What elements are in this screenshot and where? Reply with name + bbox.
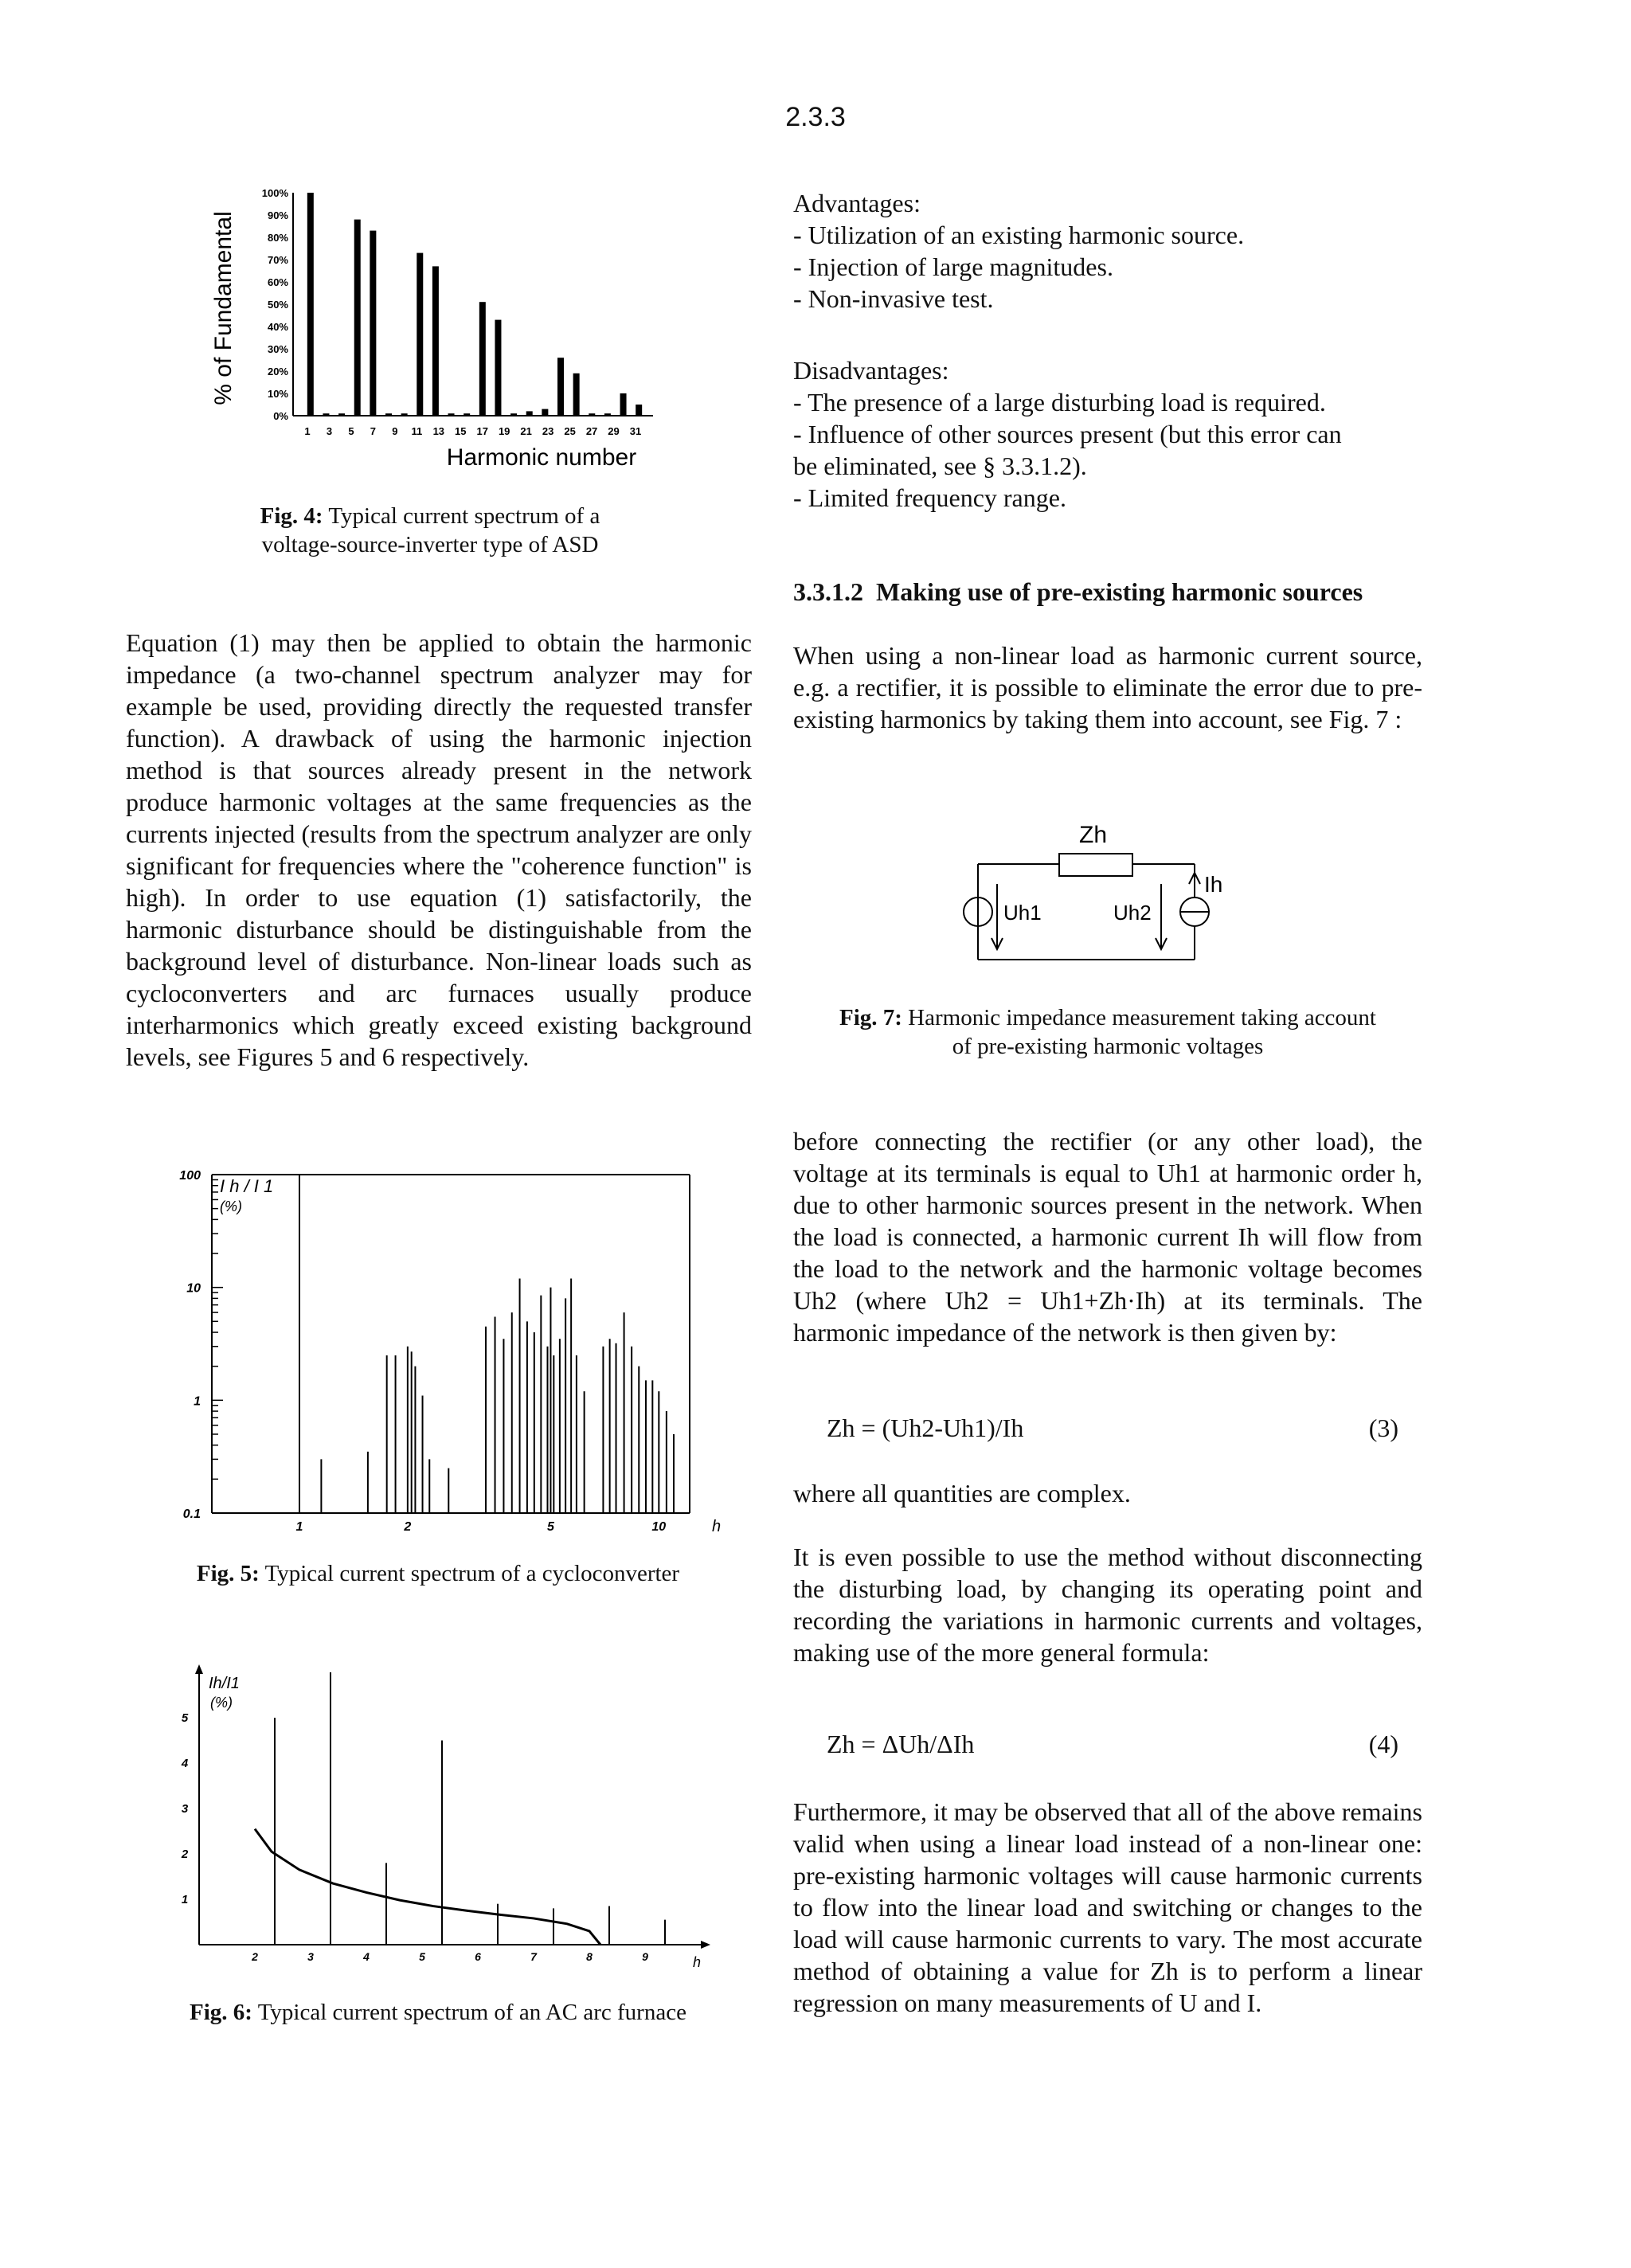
left-paragraph: Equation (1) may then be applied to obtain the harmonic impedance (a two-channel spectrum analyzer may for example be used, providing directly the requested transfer function). A drawback of using the harmonic injection method is that sources already present in the network produce harmonic voltages at the same frequencies as the currents injected (results from the spectrum analyzer are only significant for frequencies where the "coherence function" is high). In order to use equation (1) satisfactorily, the harmonic disturbance should be distinguishable from the background level of disturbance. Non-linear loads such as cycloconverters and arc furnaces usually produce interharmonics which greatly exceed existing background levels, see Figures 5 and 6 respectively. xyxy=(126,628,752,1071)
fig7-caption-line2: of pre-existing harmonic voltages xyxy=(952,1034,1264,1059)
fig4-x-tick-label: 3 xyxy=(326,425,333,437)
fig6-y-axis-arrow xyxy=(195,1664,203,1674)
fig5-x-tick-label: 2 xyxy=(404,1520,412,1533)
equation-4: Zh = ΔUh/ΔIh xyxy=(827,1730,975,1758)
fig5-y-tick-label: 0.1 xyxy=(182,1507,201,1521)
fig4-caption-line2: voltage-source-inverter type of ASD xyxy=(261,532,599,557)
fig5-y-tick-label: 10 xyxy=(186,1281,201,1296)
page-number: 2.3.3 xyxy=(785,102,846,132)
equation-4-number: (4) xyxy=(1368,1730,1398,1758)
fig6-y-tick-label: 5 xyxy=(181,1711,189,1725)
fig5-x-axis-ticks xyxy=(296,1520,667,1533)
fig4-y-tick-label: 40% xyxy=(267,321,288,333)
fig4-y-tick-label: 20% xyxy=(267,366,288,377)
fig6-y-tick-label: 3 xyxy=(181,1802,189,1816)
fig4-bars xyxy=(307,193,642,416)
fig6-x-tick-label: 6 xyxy=(475,1950,481,1963)
fig6-x-axis-arrow xyxy=(701,1941,710,1949)
fig4-x-tick-label: 13 xyxy=(432,425,445,437)
disadvantage-item-2-line2: be eliminated, see § 3.3.1.2). xyxy=(793,452,1087,480)
fig4-x-tick-label: 29 xyxy=(608,425,620,437)
fig4-x-tick-label: 17 xyxy=(476,425,488,437)
disadvantage-item-2-line1: - Influence of other sources present (but this error can xyxy=(793,420,1342,448)
fig7-caption-line1: Harmonic impedance measurement taking account xyxy=(908,1005,1376,1030)
advantage-item-3: - Non-invasive test. xyxy=(793,284,994,313)
fig5-caption-text: Typical current spectrum of a cycloconverter xyxy=(264,1561,680,1586)
fig4-y-tick-label: 90% xyxy=(267,209,288,221)
fig5-ylabel-line2: (%) xyxy=(220,1199,242,1214)
fig4-y-axis-ticks xyxy=(262,187,289,422)
fig6-x-tick-label: 2 xyxy=(252,1950,258,1963)
fig5-x-tick-label: 1 xyxy=(295,1520,303,1533)
fig4-y-tick-label: 0% xyxy=(273,410,288,422)
fig7-label-zh: Zh xyxy=(1079,822,1108,848)
fig4-x-tick-label: 5 xyxy=(348,425,354,437)
fig6-caption-label: Fig. 6: xyxy=(190,2000,252,2025)
fig6-bars xyxy=(275,1672,665,1945)
fig4-bar xyxy=(636,405,642,416)
fig6-x-tick-label: 9 xyxy=(642,1950,648,1963)
right-paragraph-1: When using a non-linear load as harmonic current source, e.g. a rectifier, it is possible to eliminate the error due to pre-existing harmonics by taking them into account, see Fig. 7 : xyxy=(793,641,1422,733)
fig4-bar xyxy=(495,320,501,416)
fig4-x-tick-label: 31 xyxy=(629,425,642,437)
fig6-x-tick-label: 5 xyxy=(419,1950,425,1963)
fig4-y-tick-label: 70% xyxy=(267,254,288,266)
fig6-y-tick-label: 4 xyxy=(181,1757,189,1770)
fig5-y-tick-label: 1 xyxy=(194,1394,201,1409)
fig4-bar xyxy=(417,253,423,416)
fig6-x-tick-label: 4 xyxy=(363,1950,370,1963)
fig4-xlabel: Harmonic number xyxy=(446,444,637,471)
fig4-x-tick-label: 1 xyxy=(304,425,311,437)
advantage-item-1: - Utilization of an existing harmonic source. xyxy=(793,221,1245,249)
disadvantage-item-1: - The presence of a large disturbing load is required. xyxy=(793,388,1326,416)
fig4-y-tick-label: 50% xyxy=(267,299,288,311)
fig6-caption xyxy=(159,1998,717,2027)
fig4-x-tick-label: 9 xyxy=(392,425,398,437)
fig5-ylabel-line1: I h / I 1 xyxy=(220,1176,274,1196)
fig6-background-curve xyxy=(255,1829,600,1945)
fig5-x-tick-label: 5 xyxy=(547,1520,554,1533)
fig4-bar xyxy=(573,373,580,416)
right-paragraph-4: Furthermore, it may be observed that all of the above remains valid when using a linear load instead of a non-linear one: pre-existing harmonic voltages will cause harmonic currents to flow into the linear load and switching or changes to the load will cause harmonic currents to vary. The most accurate method of obtaining a value for Zh is to perform a linear regression on many measurements of U and I. xyxy=(793,1797,1422,2017)
fig4-x-axis-ticks xyxy=(304,425,641,437)
fig5-caption-label: Fig. 5: xyxy=(196,1561,260,1586)
section-title: Making use of pre-existing harmonic sources xyxy=(876,577,1363,606)
equation-3: Zh = (Uh2-Uh1)/Ih xyxy=(827,1414,1024,1442)
fig7-circuit xyxy=(924,804,1258,983)
where-text: where all quantities are complex. xyxy=(793,1479,1131,1507)
fig5-y-axis-ticks xyxy=(179,1169,223,1521)
fig7-label-ih: Ih xyxy=(1204,872,1223,897)
disadvantages-title: Disadvantages: xyxy=(793,356,949,385)
fig5-chart xyxy=(156,1159,737,1533)
fig4-bar xyxy=(542,409,548,416)
fig4-caption-label: Fig. 4: xyxy=(260,503,323,529)
equation-3-number: (3) xyxy=(1368,1414,1398,1442)
fig6-x-tick-label: 7 xyxy=(530,1950,537,1963)
right-paragraph-3: It is even possible to use the method without disconnecting the disturbing load, by changing its operating point and recording the variations in harmonic currents and voltages, making use of the more general formula: xyxy=(793,1543,1422,1667)
fig7-label-uh1: Uh1 xyxy=(1003,901,1042,925)
fig7-caption xyxy=(793,1003,1422,1061)
fig5-x-tick-label: 10 xyxy=(651,1520,667,1533)
fig6-x-axis-ticks xyxy=(251,1950,648,1963)
fig4-bar xyxy=(479,302,486,416)
fig6-ylabel-line2: (%) xyxy=(210,1695,233,1711)
fig6-y-tick-label: 1 xyxy=(181,1893,189,1906)
fig6-x-tick-label: 3 xyxy=(307,1950,314,1963)
section-number: 3.3.1.2 xyxy=(793,577,863,606)
fig4-caption xyxy=(199,502,661,559)
fig6-caption-text: Typical current spectrum of an AC arc furnace xyxy=(257,2000,686,2025)
fig4-y-tick-label: 80% xyxy=(267,232,288,244)
fig4-x-tick-label: 19 xyxy=(498,425,510,437)
fig4-ylabel: % of Fundamental xyxy=(210,211,237,405)
fig4-bar xyxy=(620,393,627,416)
fig4-x-tick-label: 25 xyxy=(564,425,576,437)
fig4-x-tick-label: 23 xyxy=(542,425,554,437)
fig5-caption xyxy=(159,1559,717,1588)
section-heading xyxy=(793,577,1363,607)
fig5-xlabel: h xyxy=(712,1518,722,1533)
advantages-block xyxy=(793,187,1422,315)
fig6-xlabel: h xyxy=(693,1954,702,1970)
fig4-bar xyxy=(557,358,564,416)
fig4-bar xyxy=(354,220,361,416)
fig4-bar xyxy=(370,231,376,416)
disadvantages-block xyxy=(793,354,1430,514)
fig6-y-tick-label: 2 xyxy=(181,1848,189,1861)
fig7-impedance-box xyxy=(1059,854,1132,876)
right-paragraph-2: before connecting the rectifier (or any other load), the voltage at its terminals is equal to Uh1 at harmonic order h, due to other harmonic sources present in the network. When the load is connected, a harmonic current Ih will flow from the load to the network and the harmonic voltage becomes Uh2 (where Uh2 = Uh1+Zh·Ih) at its terminals. The harmonic impedance of the network is then given by: xyxy=(793,1127,1422,1347)
fig4-caption-line1: Typical current spectrum of a xyxy=(328,503,600,529)
fig4-bar xyxy=(432,266,439,416)
advantages-title: Advantages: xyxy=(793,189,921,217)
fig4-y-tick-label: 30% xyxy=(267,343,288,355)
disadvantage-item-3: - Limited frequency range. xyxy=(793,483,1066,512)
fig4-x-tick-label: 21 xyxy=(520,425,532,437)
fig7-label-uh2: Uh2 xyxy=(1113,901,1152,925)
fig4-x-tick-label: 27 xyxy=(585,425,598,437)
fig4-y-tick-label: 10% xyxy=(267,388,288,400)
fig6-ylabel-line1: Ih/I1 xyxy=(209,1675,240,1692)
fig6-y-axis-ticks xyxy=(181,1711,189,1906)
fig4-x-tick-label: 15 xyxy=(455,425,467,437)
advantage-item-2: - Injection of large magnitudes. xyxy=(793,252,1113,281)
fig4-chart xyxy=(199,185,669,487)
fig5-y-tick-label: 100 xyxy=(179,1169,201,1183)
fig4-y-tick-label: 60% xyxy=(267,276,288,288)
fig4-x-tick-label: 7 xyxy=(370,425,377,437)
fig6-x-tick-label: 8 xyxy=(586,1950,593,1963)
fig4-bar xyxy=(307,193,314,416)
fig4-y-tick-label: 100% xyxy=(261,187,288,199)
fig5-bars xyxy=(299,1175,674,1513)
fig7-caption-label: Fig. 7: xyxy=(839,1005,902,1030)
fig4-x-tick-label: 11 xyxy=(411,425,423,437)
fig6-chart xyxy=(167,1656,725,1971)
